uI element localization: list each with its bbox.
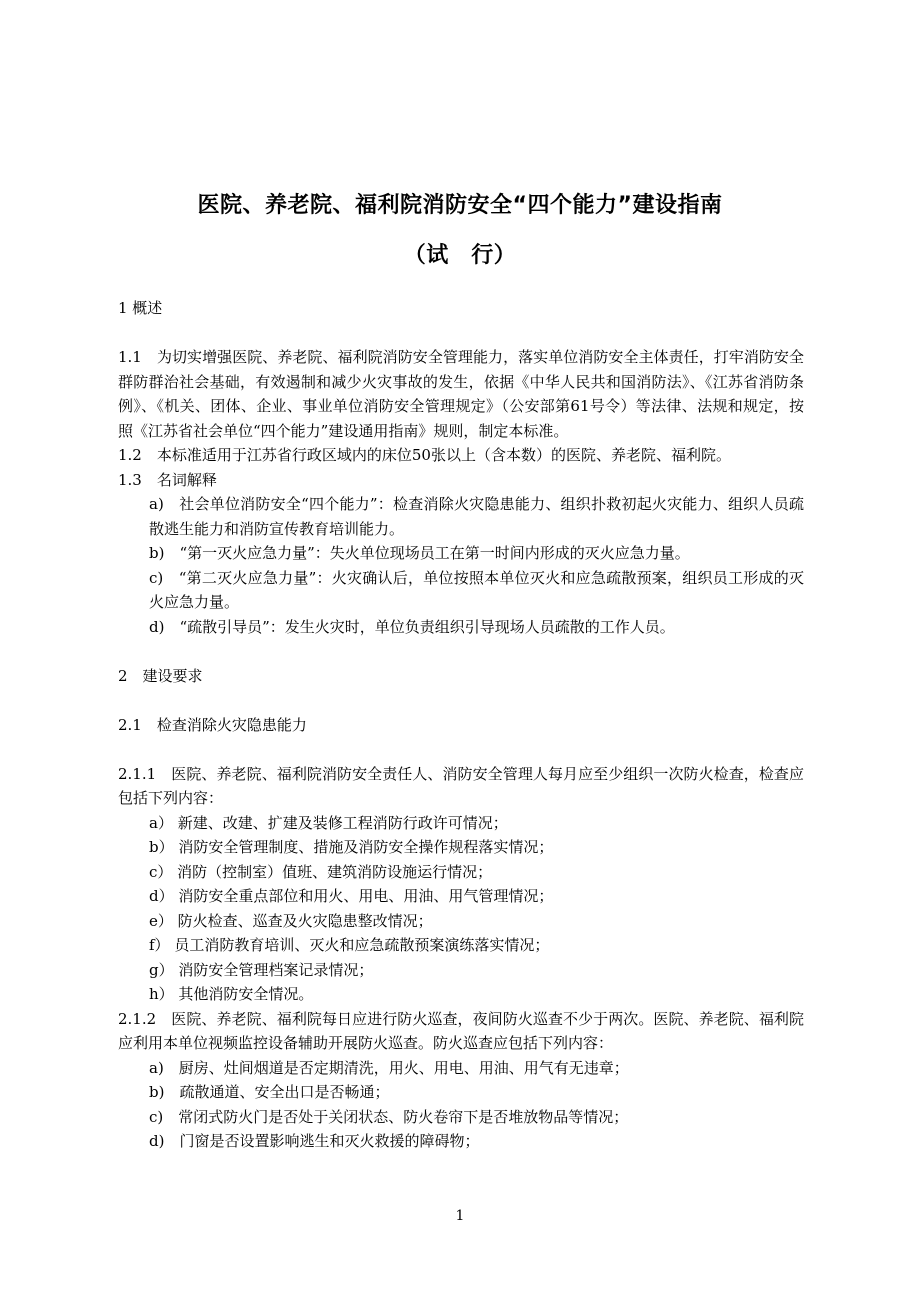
definition-a bbox=[118, 492, 804, 541]
list-item: d) 门窗是否设置影响逃生和灭火救援的障碍物； bbox=[149, 1132, 480, 1150]
clause-2-1-2: 2.1.2 医院、养老院、福利院每日应进行防火巡查，夜间防火巡查不少于两次。医院、养老院、福利院应利用本单位视频监控设备辅助开展防火巡查。防火巡查应包括下列内容： bbox=[118, 1009, 804, 1052]
list-item: b) 疏散通道、安全出口是否畅通； bbox=[149, 1083, 390, 1101]
list-item: c） 消防（控制室）值班、建筑消防设施运行情况； bbox=[149, 862, 493, 881]
section-1-heading: 1 概述 bbox=[118, 299, 163, 317]
document-subtitle: （试 行） bbox=[403, 243, 517, 268]
clause-1-3: 1.3 名词解释 bbox=[118, 470, 217, 489]
list-item: b） 消防安全管理制度、措施及消防安全操作规程落实情况； bbox=[149, 838, 554, 856]
definition-c: c) “第二灭火应急力量”：火灾确认后，单位按照本单位灭火和应急疏散预案，组织员工形成的灭火应急力量。 bbox=[149, 568, 804, 611]
clause-1-1: 1.1 为切实增强医院、养老院、福利院消防安全管理能力，落实单位消防安全主体责任，打牢消防安全群防群治社会基础，有效遏制和减少火灾事故的发生，依据《中华人民共和国消防法》、《江苏省消防条例》、《机关、团体、企业、事业单位消防安全管理规定》（公安部第61号令）等法律、法规和规定，按照《江苏省社会单位“四个能力”建设通用指南》规则，制定本标准。 bbox=[118, 348, 804, 440]
list-item: c) 常闭式防火门是否处于关闭状态、防火卷帘下是否堆放物品等情况； bbox=[149, 1107, 629, 1126]
clause-2-1-1: 2.1.1 医院、养老院、福利院消防安全责任人、消防安全管理人每月应至少组织一次防火检查，检查应包括下列内容： bbox=[118, 764, 804, 807]
section-2-1-heading: 2.1 检查消除火灾隐患能力 bbox=[118, 715, 307, 734]
list-item: a） 新建、改建、扩建及装修工程消防行政许可情况； bbox=[149, 813, 508, 832]
list-item: a) 厨房、灶间烟道是否定期清洗，用火、用电、用油、用气有无违章； bbox=[149, 1058, 629, 1077]
list-item: d） 消防安全重点部位和用火、用电、用油、用气管理情况； bbox=[149, 887, 554, 905]
page-number: 1 bbox=[455, 1208, 465, 1224]
definition-a-text: a) 社会单位消防安全“四个能力”：检查消除火灾隐患能力、组织扑救初起火灾能力、组织人员疏散逃生能力和消防宣传教育培训能力。 bbox=[149, 495, 804, 538]
document-title: 医院、养老院、福利院消防安全“四个能力”建设指南 bbox=[197, 193, 723, 218]
definition-d: d) “疏散引导员”：发生火灾时，单位负责组织引导现场人员疏散的工作人员。 bbox=[149, 617, 675, 636]
document-body bbox=[118, 296, 804, 1154]
list-item: e） 防火检查、巡查及火灾隐患整改情况； bbox=[149, 911, 433, 930]
list-item: h） 其他消防安全情况。 bbox=[149, 985, 314, 1003]
definition-b: b) “第一灭火应急力量”：失火单位现场员工在第一时间内形成的灭火应急力量。 bbox=[149, 544, 690, 562]
list-item: f） 员工消防教育培训、灭火和应急疏散预案演练落实情况； bbox=[149, 936, 550, 954]
section-2-heading: 2 建设要求 bbox=[118, 666, 203, 685]
list-item: g） 消防安全管理档案记录情况； bbox=[149, 960, 374, 979]
clause-1-2: 1.2 本标准适用于江苏省行政区域内的床位50张以上（含本数）的医院、养老院、福利院。 bbox=[118, 446, 731, 464]
